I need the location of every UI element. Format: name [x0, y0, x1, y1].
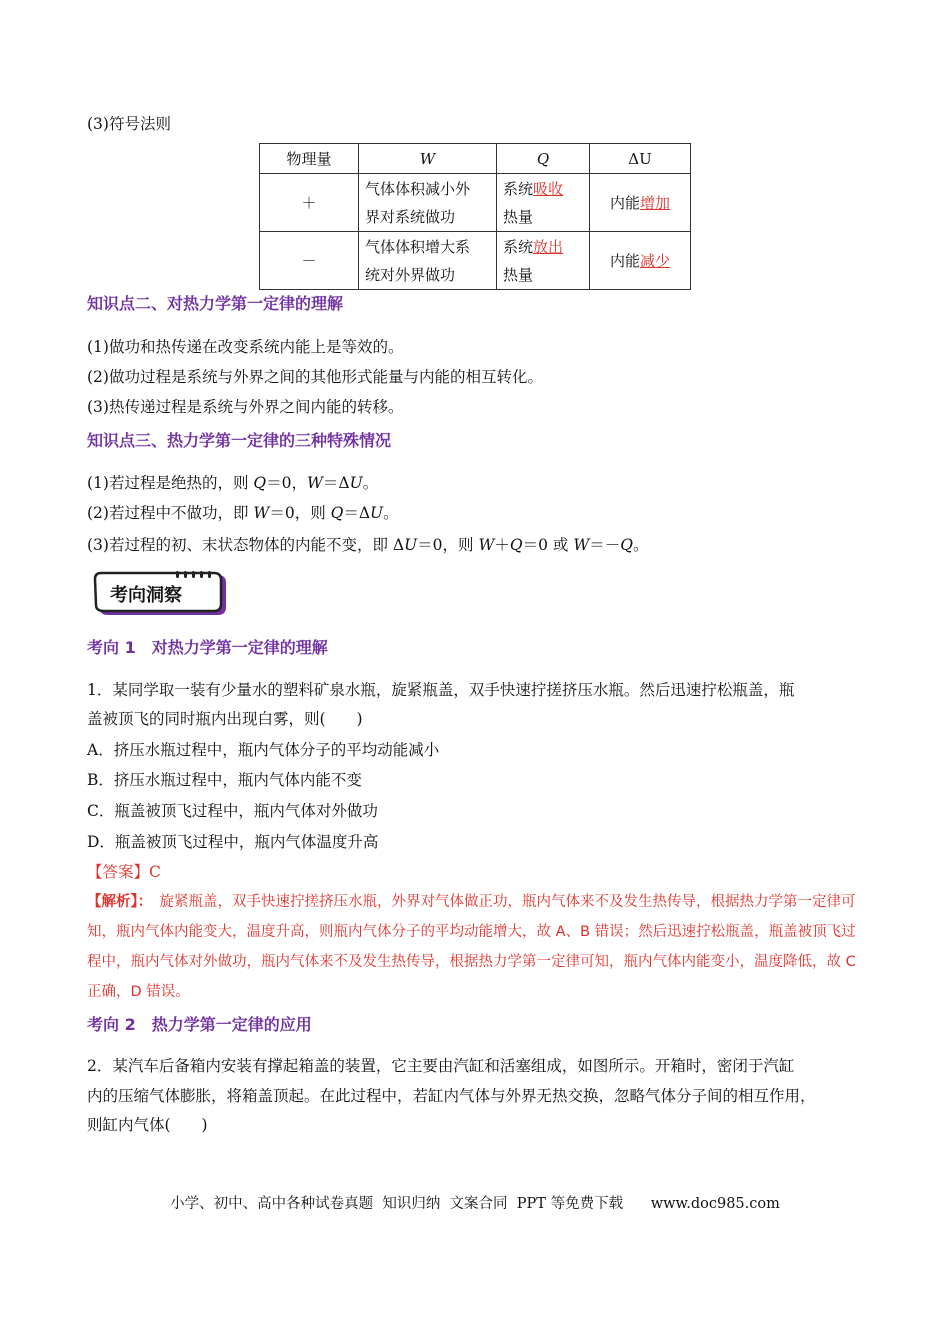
du-highlight: 增加	[640, 193, 671, 212]
kp2-heading: 知识点二、对热力学第一定律的理解	[87, 294, 344, 313]
kp3-item-3: (3)若过程的初、末状态物体的内能不变，即 ΔU＝0，则 W＋Q＝0 或 W＝－Q。	[87, 536, 649, 554]
q2-stem: 则缸内气体( )	[87, 1116, 208, 1134]
w-cell: 气体体积增大系 统对外界做功	[359, 232, 497, 290]
q1-option-a: A．挤压水瓶过程中，瓶内气体分子的平均动能减小	[87, 741, 440, 759]
section-badge	[92, 571, 229, 617]
rule-label: (3)符号法则	[87, 115, 171, 133]
page-footer: 小学、初中、高中各种试卷真题 知识归纳 文案合同 PPT 等免费下载 www.doc985.com	[170, 1196, 780, 1212]
kp2-item: (1)做功和热传递在改变系统内能上是等效的。	[87, 338, 404, 356]
du-cell: 内能减少	[590, 232, 691, 290]
direction-2-heading: 考向 2 热力学第一定律的应用	[87, 1015, 312, 1034]
kp3-item-1: (1)若过程是绝热的，则 Q＝0，W＝ΔU。	[87, 474, 379, 492]
q2-stem: 2．某汽车后备箱内安装有撑起箱盖的装置，它主要由汽缸和活塞组成，如图所示。开箱时，密闭于汽缸	[87, 1057, 795, 1075]
q2-stem: 内的压缩气体膨胀，将箱盖顶起。在此过程中，若缸内气体与外界无热交换，忽略气体分子间的相互作用，	[87, 1087, 816, 1105]
sign-minus: －	[260, 232, 359, 290]
q-cell: 系统吸收 热量	[497, 174, 590, 232]
direction-1-heading: 考向 1 对热力学第一定律的理解	[87, 638, 328, 657]
kp3-heading: 知识点三、热力学第一定律的三种特殊情况	[87, 431, 392, 450]
w-cell: 气体体积减小外 界对系统做功	[359, 174, 497, 232]
q-highlight: 放出	[533, 237, 564, 256]
analysis-label: 【解析】：	[87, 894, 145, 910]
badge-label: 考向洞察	[110, 585, 182, 606]
q1-stem: 1．某同学取一装有少量水的塑料矿泉水瓶，旋紧瓶盖，双手快速拧搓挤压水瓶。然后迅速拧松瓶盖，瓶	[87, 681, 795, 699]
q1-stem: 盖被顶飞的同时瓶内出现白雾，则( )	[87, 710, 363, 728]
header-w: W	[359, 144, 497, 174]
sign-plus: ＋	[260, 174, 359, 232]
header-du: ΔU	[590, 144, 691, 174]
sign-convention-table	[259, 143, 691, 290]
du-highlight: 减少	[640, 251, 671, 270]
table-row	[260, 174, 691, 232]
du-cell: 内能增加	[590, 174, 691, 232]
kp2-item: (2)做功过程是系统与外界之间的其他形式能量与内能的相互转化。	[87, 368, 543, 386]
header-q: Q	[497, 144, 590, 174]
q1-answer: 【答案】C	[87, 863, 161, 881]
q1-analysis	[87, 887, 867, 1007]
kp3-item-2: (2)若过程中不做功，即 W＝0，则 Q＝ΔU。	[87, 504, 399, 522]
q-highlight: 吸收	[533, 179, 564, 198]
analysis-text: 旋紧瓶盖，双手快速拧搓挤压水瓶，外界对气体做正功，瓶内气体来不及发生热传导，根据热力学第一定律可知，瓶内气体内能变大，温度升高，则瓶内气体分子的平均动能增大，故 A、B 错误；然后迅速拧松瓶盖，瓶盖被顶飞过程中，瓶内气体对外做功，瓶内气体来不及发生热传导，根据热力学第一定律可知，瓶内气体内能变小，温度降低，故 C 正确，D 错误。	[87, 894, 856, 1000]
q1-option-c: C．瓶盖被顶飞过程中，瓶内气体对外做功	[87, 802, 378, 820]
table-header-row	[260, 144, 691, 174]
header-quantity: 物理量	[260, 144, 359, 174]
table-row	[260, 232, 691, 290]
q1-option-b: B．挤压水瓶过程中，瓶内气体内能不变	[87, 771, 362, 789]
q-cell: 系统放出 热量	[497, 232, 590, 290]
kp2-item: (3)热传递过程是系统与外界之间内能的转移。	[87, 398, 404, 416]
q1-option-d: D．瓶盖被顶飞过程中，瓶内气体温度升高	[87, 833, 379, 851]
